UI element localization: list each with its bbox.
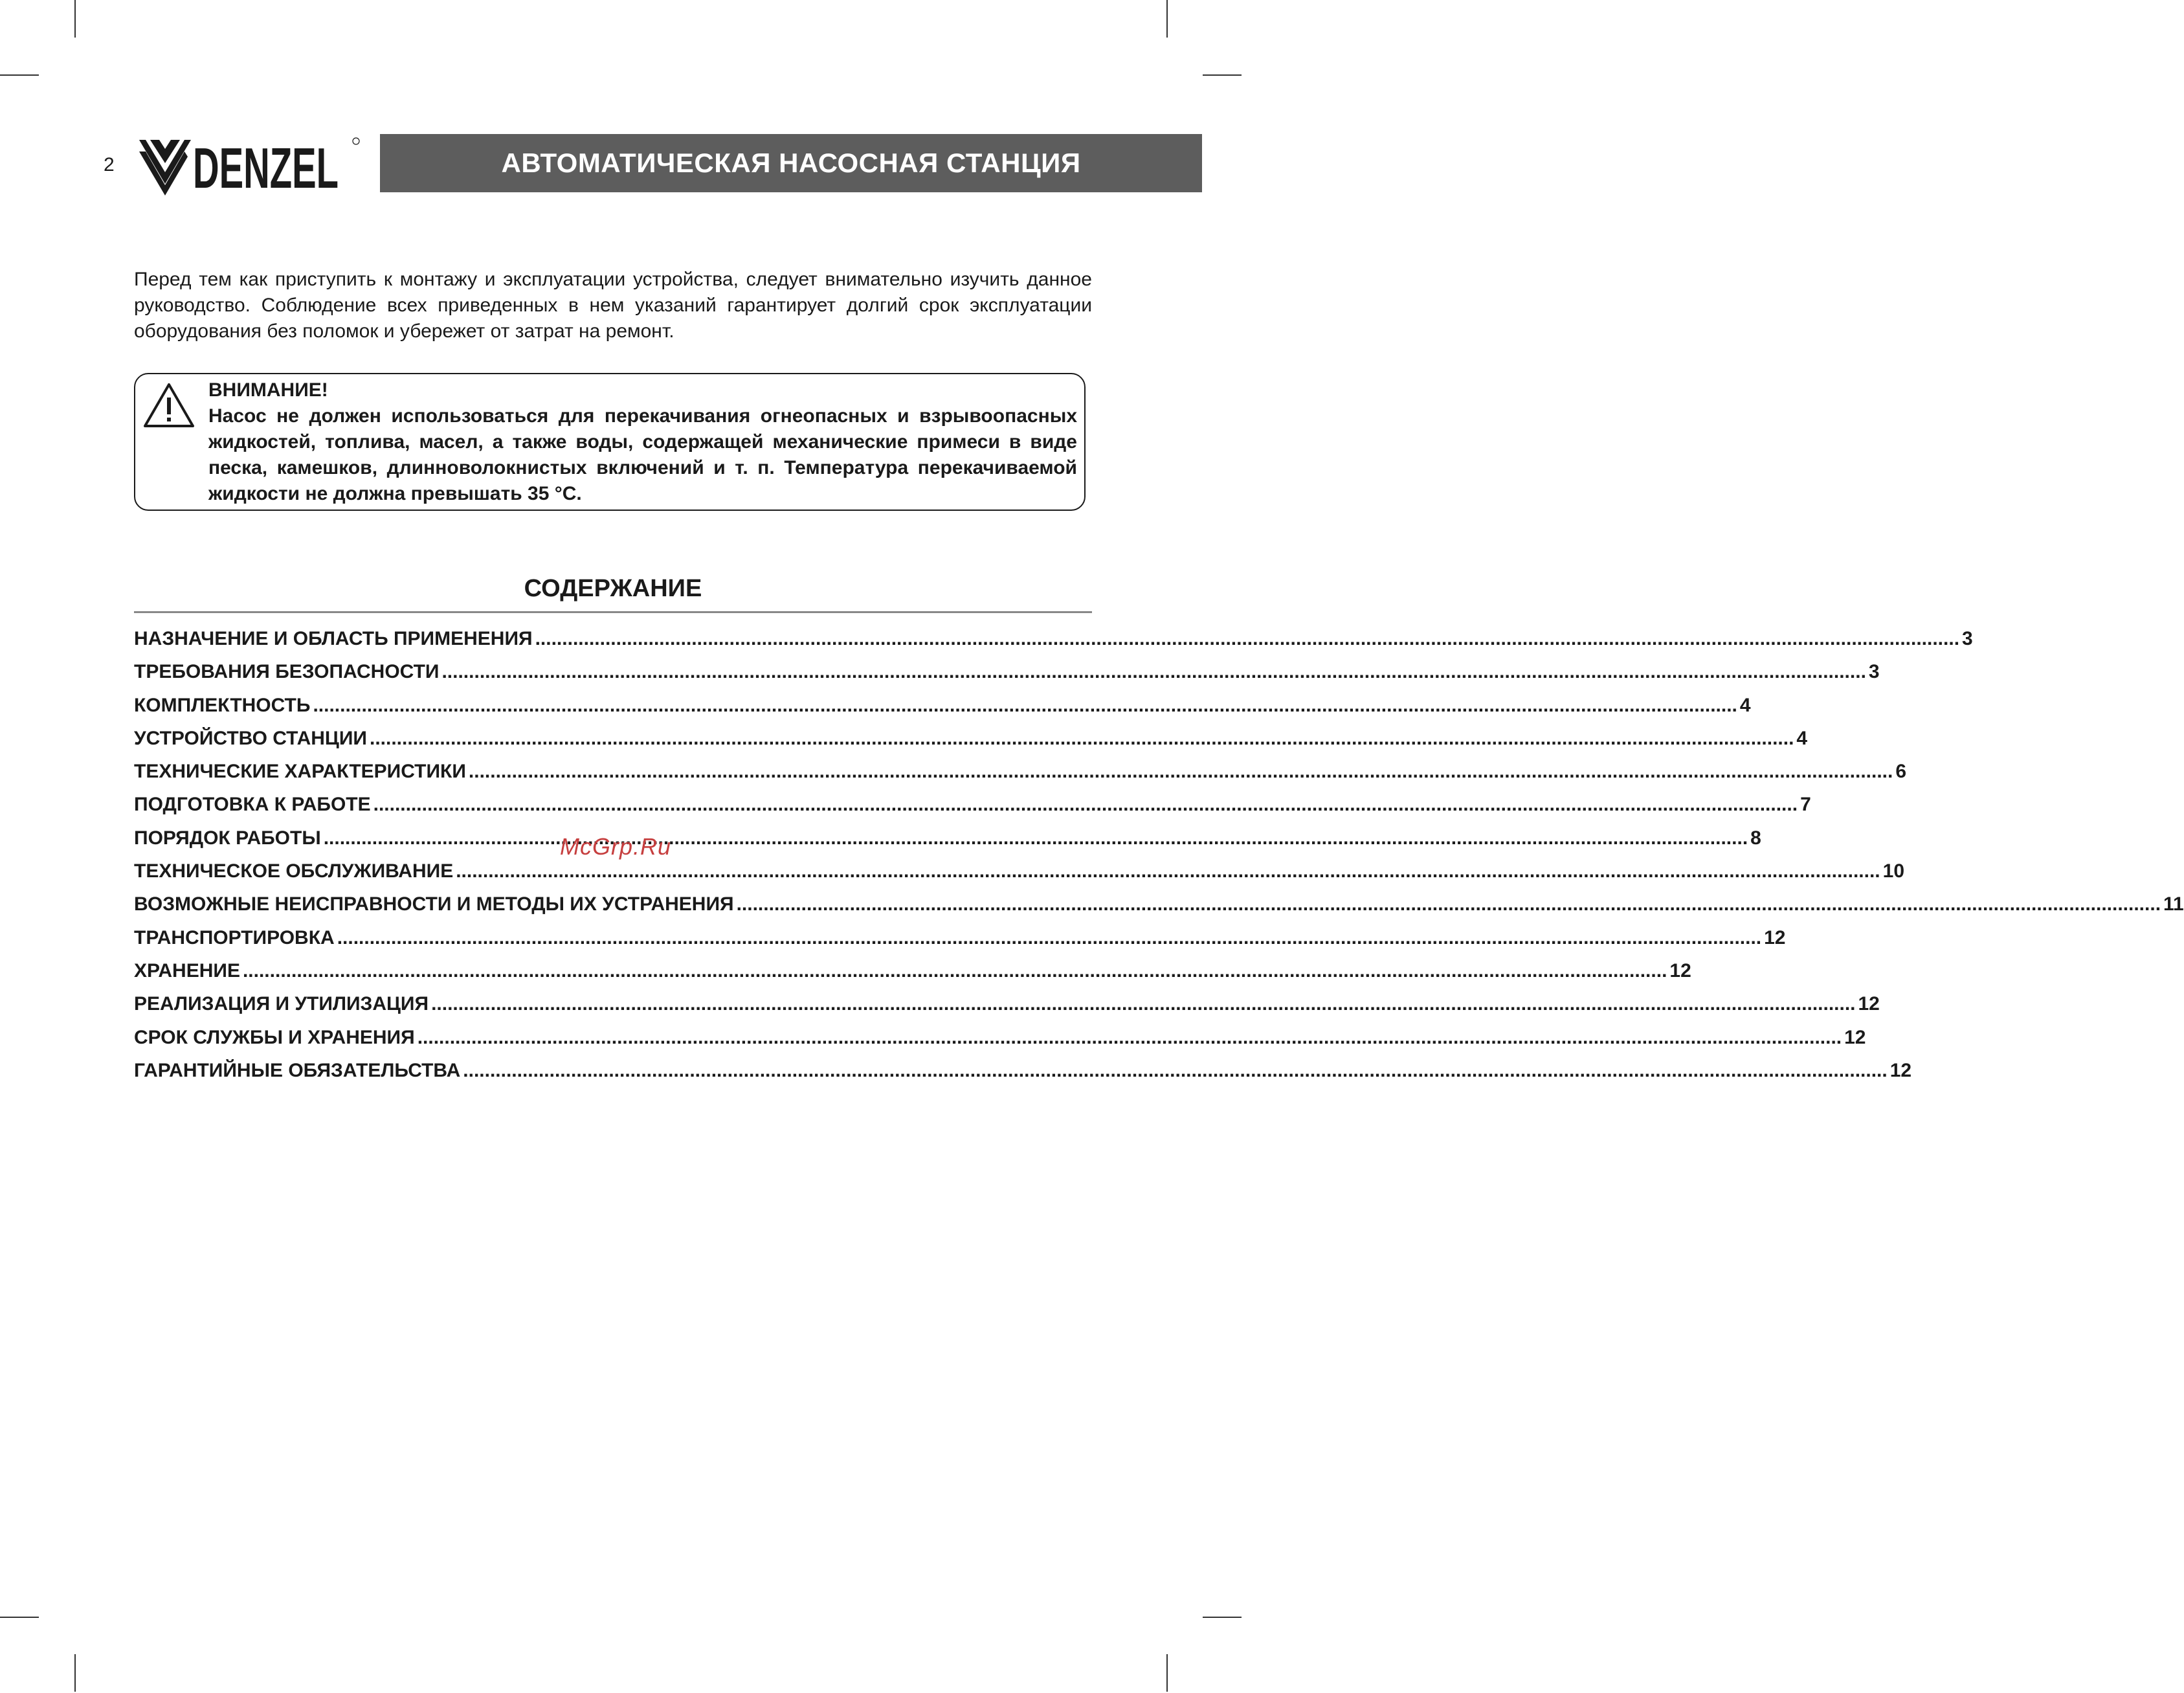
toc-entry-page: 12 (1764, 926, 1786, 948)
toc-entry-page: 6 (1895, 761, 1907, 783)
toc-entry[interactable] (134, 694, 1751, 728)
toc-leader (463, 1060, 1887, 1082)
toc-entry-label: ПОДГОТОВКА К РАБОТЕ (134, 794, 371, 816)
table-of-contents (134, 628, 2184, 1093)
crop-mark (1203, 74, 1242, 76)
toc-entry[interactable] (134, 727, 1808, 761)
crop-mark (74, 0, 76, 38)
intro-paragraph: Перед тем как приступить к монтажу и эксплуатации устройства, следует внимательно изучить данное руководство. Соблюдение всех приведенных в нем указаний гарантирует долгий срок эксплуатации оборудования без поломок и убережет от затрат на ремонт. (134, 269, 1092, 342)
toc-entry-page: 12 (1669, 959, 1691, 981)
toc-leader (431, 993, 1855, 1015)
toc-entry-label: КОМПЛЕКТНОСТЬ (134, 694, 311, 716)
toc-entry-label: ТЕХНИЧЕСКИЕ ХАРАКТЕРИСТИКИ (134, 761, 466, 783)
toc-entry[interactable] (134, 1059, 1912, 1093)
toc-entry-page: 12 (1858, 993, 1880, 1015)
toc-entry-page: 7 (1800, 794, 1811, 816)
toc-entry-page: 12 (1889, 1059, 1912, 1081)
toc-entry-label: ГАРАНТИЙНЫЕ ОБЯЗАТЕЛЬСТВА (134, 1059, 461, 1081)
toc-leader (535, 628, 1959, 650)
toc-entry[interactable] (134, 993, 1880, 1026)
toc-entry[interactable] (134, 628, 1973, 661)
toc-divider (134, 611, 1092, 613)
crop-mark (1166, 0, 1168, 38)
toc-leader (243, 960, 1667, 982)
warning-triangle-icon (142, 381, 196, 430)
crop-mark (74, 1654, 76, 1692)
toc-entry-label: ТЕХНИЧЕСКОЕ ОБСЛУЖИВАНИЕ (134, 860, 454, 882)
toc-entry-label: НАЗНАЧЕНИЕ И ОБЛАСТЬ ПРИМЕНЕНИЯ (134, 628, 533, 649)
toc-leader (737, 893, 2161, 915)
warning-title: ВНИМАНИЕ! (208, 379, 328, 401)
toc-leader (337, 927, 1761, 949)
toc-leader (469, 761, 1893, 783)
toc-entry-label: ВОЗМОЖНЫЕ НЕИСПРАВНОСТИ И МЕТОДЫ ИХ УСТРАНЕНИЯ (134, 893, 734, 915)
toc-entry-page: 11 (2163, 893, 2184, 915)
toc-leader (456, 860, 1880, 882)
denzel-logo-icon (136, 133, 362, 198)
toc-leader (418, 1027, 1842, 1049)
toc-entry-page: 10 (1882, 860, 1905, 882)
toc-entry-page: 8 (1750, 827, 1761, 849)
toc-leader (313, 695, 1737, 717)
brand-name: DENZEL (193, 136, 339, 200)
document-title: АВТОМАТИЧЕСКАЯ НАСОСНАЯ СТАНЦИЯ (501, 148, 1081, 178)
toc-entry[interactable] (134, 959, 1691, 993)
toc-leader (324, 827, 1748, 849)
toc-entry[interactable] (134, 1026, 1866, 1060)
toc-entry[interactable] (134, 926, 1786, 960)
toc-entry-label: ТРАНСПОРТИРОВКА (134, 926, 335, 948)
toc-entry[interactable] (134, 794, 1811, 827)
toc-entry-label: ХРАНЕНИЕ (134, 959, 240, 981)
toc-leader (370, 728, 1794, 750)
crop-mark (1203, 1617, 1242, 1618)
toc-entry[interactable] (134, 661, 1880, 694)
warning-box (134, 373, 1086, 511)
toc-leader (441, 661, 1866, 683)
brand-logo (136, 133, 362, 198)
toc-entry-label: ТРЕБОВАНИЯ БЕЗОПАСНОСТИ (134, 661, 440, 683)
toc-title: СОДЕРЖАНИЕ (524, 575, 702, 602)
toc-entry-label: СРОК СЛУЖБЫ И ХРАНЕНИЯ (134, 1026, 415, 1048)
warning-text: Насос не должен использоваться для перекачивания огнеопасных и взрывоопасных жидкостей, топлива, масел, а также воды, содержащей механические примеси в виде песка, камешков, длинноволокнистых включений и т. п. Температура перекачиваемой жидкости не должна превышать 35 °С. (208, 405, 1077, 504)
toc-entry[interactable] (134, 860, 1905, 893)
toc-entry-page: 3 (1868, 661, 1880, 683)
toc-entry[interactable] (134, 761, 1907, 794)
toc-entry-label: УСТРОЙСТВО СТАНЦИИ (134, 727, 367, 749)
document-title-bar (380, 134, 1202, 192)
crop-mark (0, 74, 39, 76)
toc-leader (373, 794, 1798, 816)
page-number: 2 (104, 154, 115, 175)
toc-entry-label: ПОРЯДОК РАБОТЫ (134, 827, 321, 849)
toc-entry-label: РЕАЛИЗАЦИЯ И УТИЛИЗАЦИЯ (134, 993, 429, 1015)
toc-entry-page: 3 (1962, 628, 1973, 649)
toc-entry-page: 4 (1739, 694, 1751, 716)
toc-entry[interactable] (134, 893, 2184, 926)
crop-mark (0, 1617, 39, 1618)
crop-mark (1166, 1654, 1168, 1692)
toc-entry-page: 12 (1844, 1026, 1866, 1048)
toc-entry-page: 4 (1796, 727, 1808, 749)
watermark: McGrp.Ru (560, 833, 672, 860)
